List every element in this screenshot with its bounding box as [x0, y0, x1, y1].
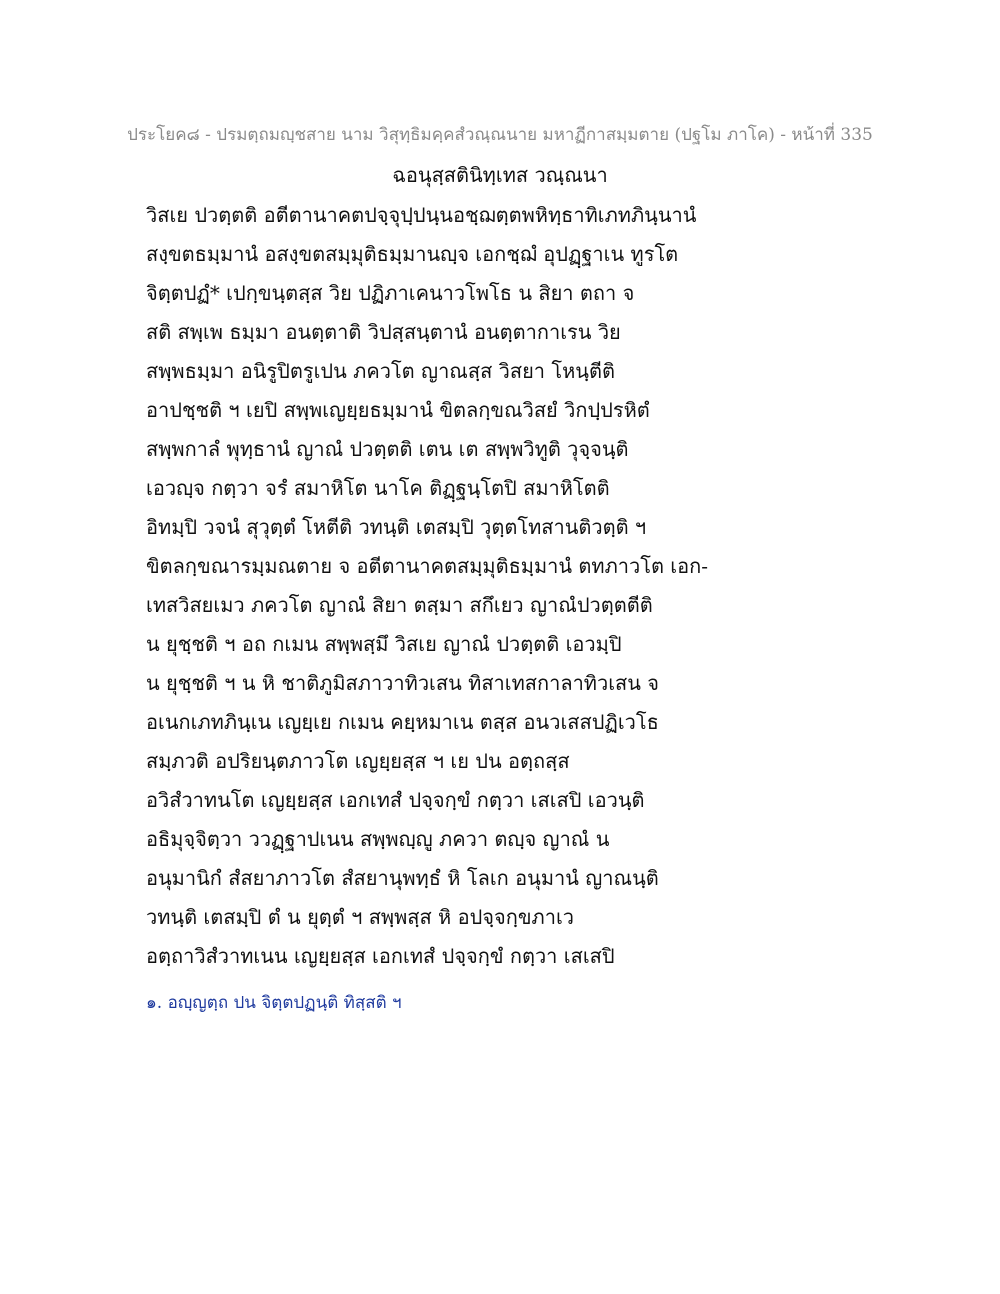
text-line: จิตฺตปฏํ* เปกฺขนฺตสฺส วิย ปฏิภาเคนาวโพโธ น สิยา ตถา จ	[146, 281, 635, 305]
text-line: เทสวิสยเมว ภควโต ญาณํ สิยา ตสฺมา สกึเยว ญาณํปวตฺตตีติ	[146, 593, 653, 617]
text-line: วทนฺติ เตสมฺปิ ตํ น ยุตฺตํ ฯ สพฺพสฺส หิ อปจฺจกฺขภาเว	[146, 905, 575, 929]
text-line: วิสเย ปวตฺตติ อตีตานาคตปจฺจุปฺปนฺนอชฺฌตฺตพหิทฺธาทิเภทภินฺนานํ	[146, 203, 697, 227]
text-line: ขิตลกฺขณารมฺมณตาย จ อตีตานาคตสมฺมุติธมฺมานํ ตทภาวโต เอก-	[146, 554, 709, 578]
text-line: อตฺถาวิสํวาทเนน เญยฺยสฺส เอกเทสํ ปจฺจกฺขํ กตฺวา เสเสปิ	[146, 944, 615, 968]
footnote: ๑. อญฺญตฺถ ปน จิตฺตปฏนฺติ ทิสฺสติ ฯ	[146, 993, 402, 1013]
text-line: อนุมานิกํ สํสยาภาวโต สํสยานุพทฺธํ หิ โลเก อนุมานํ ญาณนฺติ	[146, 866, 659, 890]
text-line: อธิมุจฺจิตฺวา ววฏฺฐาปเนน สพฺพญฺญู ภควา ตญฺจ ญาณํ น	[146, 827, 610, 851]
text-line: สมฺภวติ อปริยนฺตภาวโต เญยฺยสฺส ฯ เย ปน อตฺถสฺส	[146, 749, 570, 773]
text-line: อเนกเภทภินฺเน เญยฺเย กเมน คยฺหมาเน ตสฺส อนวเสสปฏิเวโธ	[146, 710, 659, 734]
text-line: เอวญฺจ กตฺวา จรํ สมาหิโต นาโค ติฏฺฐนฺโตปิ สมาหิโตติ	[146, 476, 610, 500]
text-line: อิทมฺปิ วจนํ สุวุตฺตํ โหตีติ วทนฺติ เตสมฺปิ วุตฺตโทสานติวตฺติ ฯ	[146, 515, 647, 539]
text-line: สพฺพกาลํ พุทฺธานํ ญาณํ ปวตฺตติ เตน เต สพฺพวิทูติ วุจฺจนฺติ	[146, 437, 629, 461]
text-line: อวิสํวาทนโต เญยฺยสฺส เอกเทสํ ปจฺจกฺขํ กตฺวา เสเสปิ เอวนฺติ	[146, 788, 645, 812]
text-line: น ยุชฺชติ ฯ อถ กเมน สพฺพสฺมึ วิสเย ญาณํ ปวตฺตติ เอวมฺปิ	[146, 632, 622, 656]
text-line: น ยุชฺชติ ฯ น หิ ชาติภูมิสภาวาทิวเสน ทิสาเทสกาลาทิวเสน จ	[146, 671, 660, 695]
text-line: สงฺขตธมฺมานํ อสงฺขตสมฺมุติธมฺมานญฺจ เอกชฺฌํ อุปฏฺฐาเน ทูรโต	[146, 242, 679, 266]
text-line: อาปชฺชติ ฯ เยปิ สพฺพเญยฺยธมฺมานํ ขิตลกฺขณวิสยํ วิกปฺปรหิตํ	[146, 398, 650, 422]
text-line: สติ สพฺเพ ธมฺมา อนตฺตาติ วิปสฺสนฺตานํ อนตฺตากาเรน วิย	[146, 320, 621, 344]
running-header: ประโยค๘ - ปรมตฺถมญฺชสาย นาม วิสุทฺธิมคฺคสํวณฺณนาย มหาฏีกาสมฺมตาย (ปฐโม ภาโค) - หน้าที่ 335	[127, 125, 873, 145]
text-line: สพฺพธมฺมา อนิรูปิตรูเปน ภควโต ญาณสฺส วิสยา โหนฺตีติ	[146, 359, 615, 383]
body-text	[146, 197, 866, 977]
section-title: ฉอนุสฺสตินิทฺเทส วณฺณนา	[392, 163, 608, 187]
